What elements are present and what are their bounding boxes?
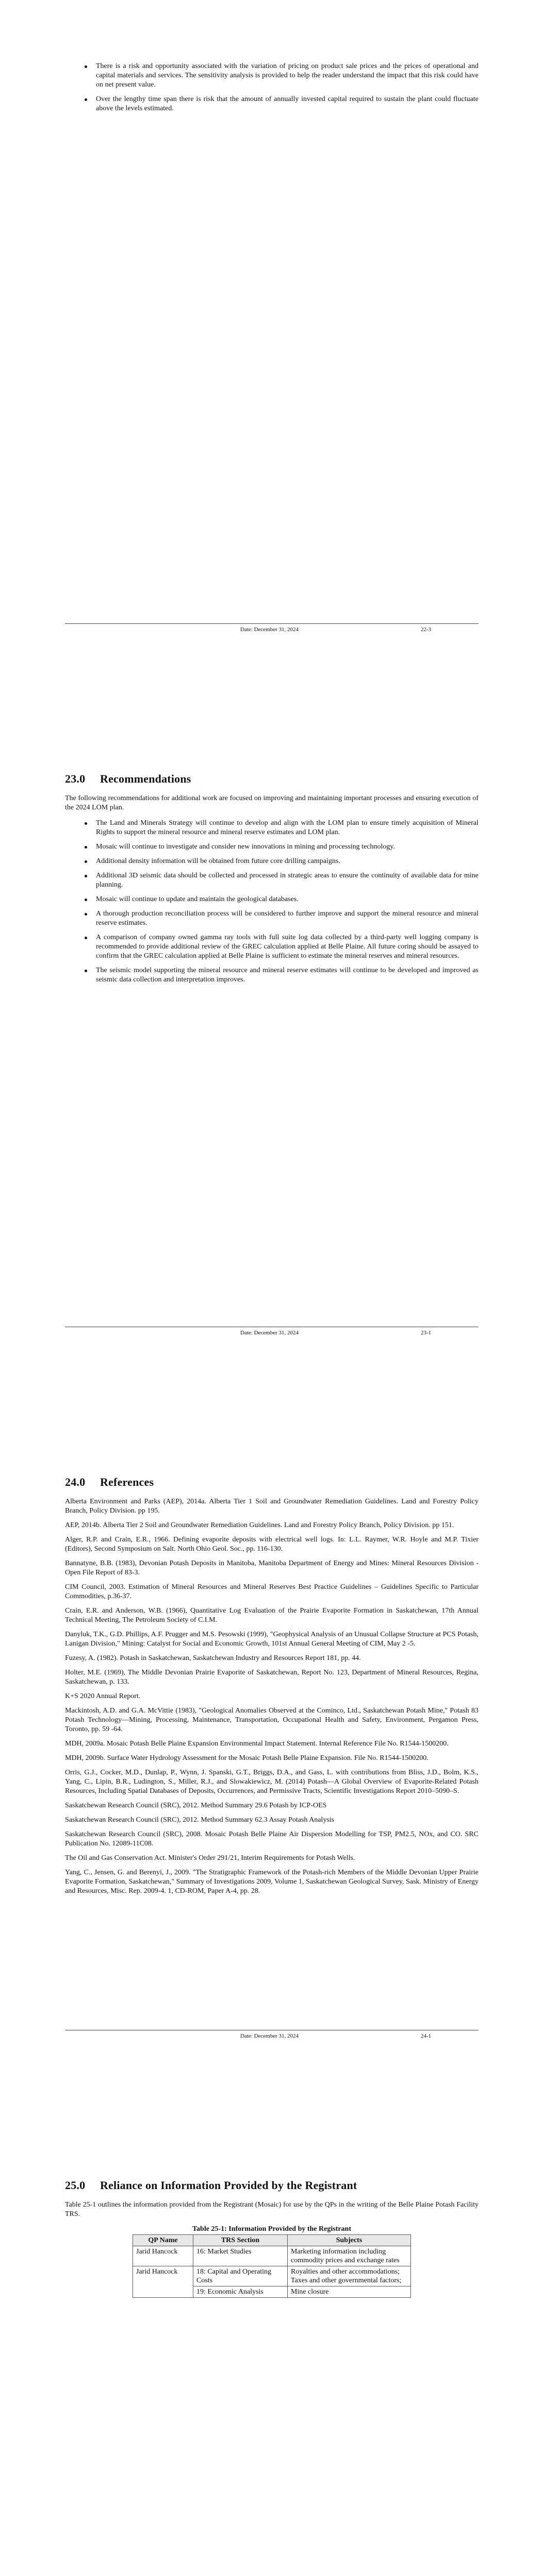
references-list <box>65 1497 479 1896</box>
list-item: The seismic model supporting the mineral resource and mineral reserve estimates will continue to be developed and improved as seismic data collection and interpretation improves. <box>96 966 479 985</box>
column-header: TRS Section <box>193 2235 288 2246</box>
table-cell: 18: Capital and Operating Costs <box>193 2266 288 2286</box>
document-page-24-1 <box>0 1406 544 2110</box>
page-footer <box>65 2030 479 2040</box>
table-cell: Marketing information including commodity prices and exchange rates <box>288 2246 411 2266</box>
reference-item: Saskatchewan Research Council (SRC), 2012. Method Summary 29.6 Potash by ICP-OES <box>65 1802 327 1809</box>
list-item: Mosaic will continue to update and maintain the geological databases. <box>96 895 479 904</box>
column-header: QP Name <box>133 2235 193 2246</box>
section-title: Recommendations <box>100 772 191 785</box>
recommendations-list <box>65 819 479 985</box>
footer-rule <box>65 623 479 624</box>
reference-item: Fuzesy, A. (1982). Potash in Saskatchewan, Saskatchewan Industry and Resources Report 181, pp. 44. <box>65 1654 361 1662</box>
list-item: Additional density information will be obtained from future core drilling campaigns. <box>96 857 479 866</box>
reference-item: The Oil and Gas Conservation Act. Minister's Order 291/21, Interim Requirements for Potash Wells. <box>65 1854 355 1862</box>
section-heading <box>65 2179 479 2192</box>
table-header-row <box>133 2235 411 2246</box>
page-content <box>65 62 479 118</box>
table-row <box>133 2266 411 2286</box>
reference-item: MDH, 2009a. Mosaic Potash Belle Plaine Expansion Environmental Impact Statement. Internal Reference File No. R1544-1500200. <box>65 1740 449 1748</box>
table-cell: 16: Market Studies <box>193 2246 288 2266</box>
bullet-dot-icon <box>85 860 87 863</box>
page-content <box>65 772 479 990</box>
table-cell: Jarid Hancock <box>133 2266 193 2298</box>
reference-item: K+S 2020 Annual Report. <box>65 1692 141 1700</box>
bullet-dot-icon <box>85 875 87 877</box>
reference-item: Saskatchewan Research Council (SRC), 2008. Mosaic Potash Belle Plaine Air Dispersion Modelling for TSP, PM2.5, NOx, and CO. SRC Publication No. 12089-11C08. <box>65 1831 479 1848</box>
footer-date: Date: December 31, 2024 <box>240 626 299 633</box>
document-page-22-3 <box>0 0 544 703</box>
page-footer <box>65 623 479 634</box>
registrant-info-table <box>133 2234 411 2298</box>
reference-item: Crain, E.R. and Anderson, W.B. (1966), Quantitative Log Evaluation of the Prairie Evaporite Formation in Saskatchewan, 17th Annual Technical Meeting, The Petroleum Society of C.I.M. <box>65 1607 479 1624</box>
section-intro: The following recommendations for additional work are focused on improving and maintaining important processes and ensuring execution of the 2024 LOM plan. <box>65 794 479 811</box>
section-intro: Table 25-1 outlines the information provided from the Registrant (Mosaic) for use by the QPs in the writing of the Belle Plaine Potash Facility TRS. <box>65 2201 479 2218</box>
document-page-23-1 <box>0 703 544 1406</box>
table-cell: Jarid Hancock <box>133 2246 193 2266</box>
page-content <box>65 1476 479 1901</box>
reference-item: Saskatchewan Research Council (SRC), 2012. Method Summary 62.3 Assay Potash Analysis <box>65 1816 335 1824</box>
reference-item: Mackintosh, A.D. and G.A. McVittie (1983), "Geological Anomalies Observed at the Cominco, Ltd., Saskatchewan Potash Mine," Potash 83 Potash Technology—Mining, Processing, Maintenance, Transportation, Occupational Health and Safety, Environment, Pergamon Press, Toronto, pp. 59 -64. <box>65 1707 479 1733</box>
section-heading <box>65 772 479 786</box>
bullet-item: There is a risk and opportunity associated with the variation of pricing on product sale prices and the prices of operational and capital materials and services. The sensitivity analysis is provided to help the reader understand the impact that this risk could have on net present value. <box>96 62 479 90</box>
table-cell: 19: Economic Analysis <box>193 2286 288 2298</box>
section-number: 24.0 <box>65 1476 86 1488</box>
page-number: 22-3 <box>421 626 432 633</box>
reference-item: CIM Council, 2003. Estimation of Mineral Resources and Mineral Reserves Best Practice Guidelines – Guidelines Specific to Particular Commodities, p.36-37. <box>65 1583 479 1600</box>
reference-item: Bannatyne, B.B. (1983), Devonian Potash Deposits in Manitoba, Manitoba Department of Energy and Mines: Mineral Resources Division - Open File Report of 83-3. <box>65 1560 479 1577</box>
section-number: 25.0 <box>65 2179 86 2192</box>
page-number: 24-1 <box>421 2033 432 2039</box>
table-row <box>133 2246 411 2266</box>
bullet-dot-icon <box>85 913 87 916</box>
page-number: 23-1 <box>421 1330 432 1336</box>
column-header: Subjects <box>288 2235 411 2246</box>
reference-item: MDH, 2009b. Surface Water Hydrology Assessment for the Mosaic Potash Belle Plaine Expansion. File No. R1544-1500200. <box>65 1754 428 1762</box>
table-cell: Royalties and other accommodations; Taxes and other governmental factors; <box>288 2266 411 2286</box>
reference-item: Yang, C., Jensen, G. and Berenyi, J., 2009. "The Stratigraphic Framework of the Potash-rich Members of the Middle Devonian Upper Prairie Evaporite Formation, Saskatchewan," Summary of Investigations 2009, Volume 1, Saskatchewan Geological Survey, Sask. Ministry of Energy and Resources, Misc. Rep. 2009-4. 1, CD-ROM, Paper A-4, pp. 28. <box>65 1869 479 1895</box>
bullet-dot-icon <box>85 846 87 849</box>
section-title: References <box>100 1476 154 1488</box>
list-item: Mosaic will continue to investigate and consider new innovations in mining and processing technology. <box>96 842 479 852</box>
bullet-dot-icon <box>85 98 87 101</box>
reference-item: AEP, 2014b. Alberta Tier 2 Soil and Groundwater Remediation Guidelines. Land and Forestry Policy Branch, Policy Division. pp 151. <box>65 1521 454 1529</box>
bullet-dot-icon <box>85 970 87 972</box>
document-page-25-1 <box>0 2110 544 2576</box>
list-item: Additional 3D seismic data should be collected and processed in strategic areas to ensure the continuity of available data for mine planning. <box>96 871 479 890</box>
bullet-dot-icon <box>85 937 87 939</box>
table-cell: Mine closure <box>288 2286 411 2298</box>
list-item: A comparison of company owned gamma ray tools with full suite log data collected by a third-party well logging company is recommended to provide additional review of the GREC calculation applied at Belle Plaine. All future coring should be assayed to confirm that the GREC calculation applied at Belle Plaine is sufficient to estimate the mineral reserves and mineral resources. <box>96 933 479 961</box>
list-item: A thorough production reconciliation process will be considered to further improve and support the mineral resource and mineral reserve estimates. <box>96 909 479 928</box>
risk-bullet-list <box>65 62 479 113</box>
bullet-dot-icon <box>85 899 87 901</box>
table-caption: Table 25-1: Information Provided by the Registrant <box>192 2225 351 2233</box>
page-content <box>65 2179 479 2298</box>
bullet-dot-icon <box>85 65 87 68</box>
reference-item: Orris, G.J., Cocker, M.D., Dunlap, P., Wynn, J. Spanski, G.T., Briggs, D.A., and Gass, L. with contributions from Bliss, J.D., Bolm, K.S., Yang, C., Lipin, B.R., Ludington, S., Miller, R.J., and Slowakiewicz, M. (2014) Potash—A Global Overview of Evaporite-Related Potash Resources, Including Spatial Databases of Deposits, Occurrences, and Permissive Tracts, Scientific Investigations Report 2010–5090–S. <box>65 1769 479 1795</box>
section-title: Reliance on Information Provided by the Registrant <box>100 2179 357 2192</box>
reference-item: Alberta Environment and Parks (AEP), 2014a. Alberta Tier 1 Soil and Groundwater Remediation Guidelines. Land and Forestry Policy Branch, Policy Division. pp 195. <box>65 1498 479 1515</box>
list-item: The Land and Minerals Strategy will continue to develop and align with the LOM plan to ensure timely acquisition of Mineral Rights to support the mineral resource and mineral reserve estimates and LOM plan. <box>96 819 479 837</box>
section-number: 23.0 <box>65 772 86 785</box>
section-heading <box>65 1476 479 1489</box>
page-footer <box>65 1327 479 1337</box>
reference-item: Holter, M.E. (1969), The Middle Devonian Prairie Evaporite of Saskatchewan, Report No. 123, Department of Mineral Resources, Regina, Saskatchewan, p. 133. <box>65 1669 479 1686</box>
footer-date: Date: December 31, 2024 <box>240 2033 299 2039</box>
reference-item: Alger, R.P. and Crain, E.R., 1966. Defining evaporite deposits with electrical well logs. In: L.L. Raymer, W.R. Hoyle and M.P. Tixier (Editors), Second Symposium on Salt. North Ohio Geol. Soc., pp. 116-130. <box>65 1536 479 1553</box>
footer-date: Date: December 31, 2024 <box>240 1330 299 1336</box>
reference-item: Danyluk, T.K., G.D. Phillips, A.F. Prugger and M.S. Pesowski (1999), "Geophysical Analysis of an Unusual Collapse Structure at PCS Potash, Lanigan Division," Mining: Catalyst for Social and Economic Growth, 101st Annual General Meeting of CIM, May 2 -5. <box>65 1631 479 1648</box>
bullet-item: Over the lengthy time span there is risk that the amount of annually invested capital required to sustain the plant could fluctuate above the levels estimated. <box>96 95 479 113</box>
bullet-dot-icon <box>85 822 87 825</box>
